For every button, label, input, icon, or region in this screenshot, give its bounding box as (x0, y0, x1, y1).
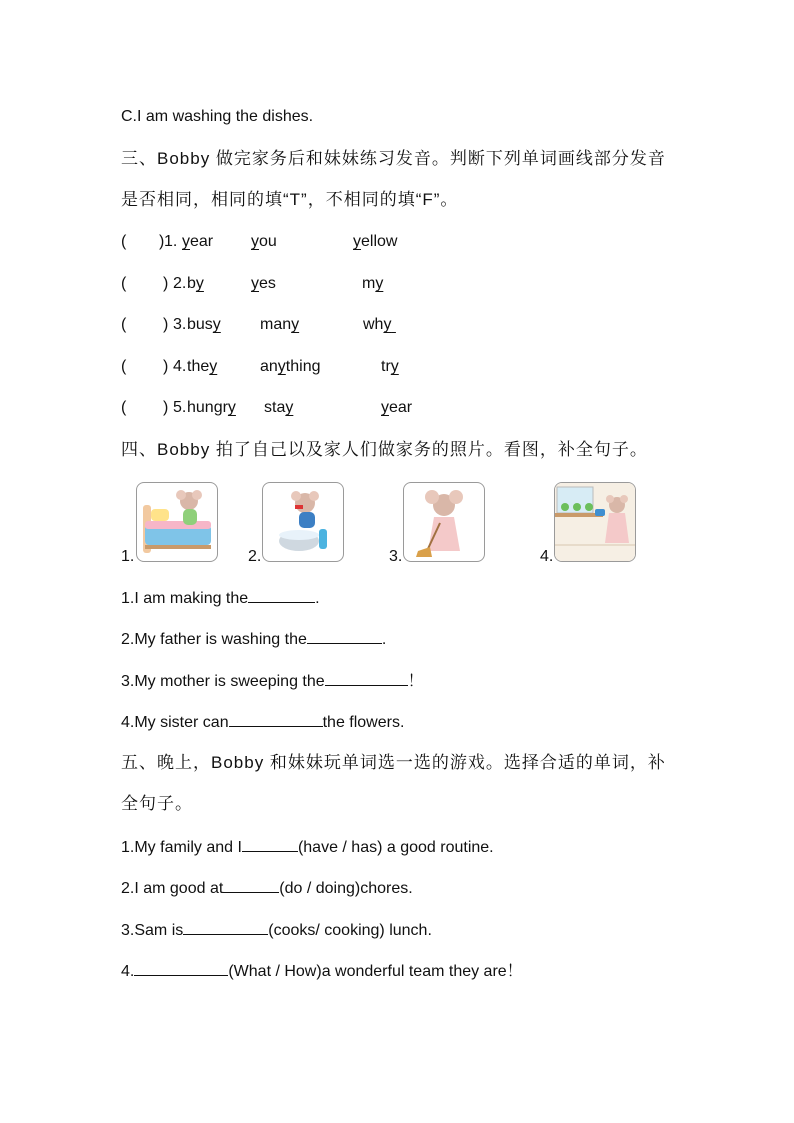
answer-blank[interactable] (183, 918, 268, 935)
section5-title-cont: 全句子。 (121, 794, 193, 813)
word-3: try (381, 358, 399, 375)
mouse-washing-dishes-icon (262, 482, 344, 562)
picture-label: 3. (389, 548, 403, 565)
word-1: hungry (187, 399, 236, 416)
answer-bracket-open: ( (121, 399, 127, 416)
word-3: why (363, 316, 392, 333)
answer-blank[interactable] (325, 669, 408, 686)
word-1: they (187, 358, 218, 375)
answer-bracket-open: ( (121, 358, 127, 375)
word-1: busy (187, 316, 221, 333)
word-1: year (182, 233, 214, 250)
section5-title: 五、晚上，Bobby 和妹妹玩单词选一选的游戏。选择合适的单词，补 (121, 753, 666, 772)
s5-sentence-4: 4. (What / How)a wonderful team they are！ (121, 959, 523, 983)
answer-blank[interactable] (223, 876, 279, 893)
question-number: 3. (173, 316, 187, 333)
word-3: yellow (353, 233, 398, 250)
answer-blank[interactable] (134, 959, 228, 976)
picture-label: 2. (248, 548, 262, 565)
word-3: my (362, 275, 384, 292)
word-3: year (381, 399, 413, 416)
answer-bracket-close: ) (163, 358, 169, 375)
word-2: yes (251, 275, 276, 292)
question-number: 1. (164, 233, 178, 250)
answer-blank[interactable] (248, 586, 315, 603)
mouse-making-bed-icon (136, 482, 218, 562)
s4-sentence-4: 4.My sister can the flowers. (121, 710, 404, 734)
answer-blank[interactable] (242, 835, 298, 852)
mouse-watering-flowers-icon (554, 482, 636, 562)
answer-bracket-open: ( (121, 316, 127, 333)
question-number: 4. (173, 358, 187, 375)
s4-sentence-1: 1.I am making the . (121, 586, 320, 610)
section3-title: 三、Bobby 做完家务后和妹妹练习发音。判断下列单词画线部分发音 (121, 149, 666, 168)
answer-bracket-open: ( (121, 275, 127, 292)
answer-blank[interactable] (229, 710, 323, 727)
s4-sentence-2: 2.My father is washing the . (121, 627, 386, 651)
picture-label: 4. (540, 548, 554, 565)
picture-label: 1. (121, 548, 135, 565)
answer-bracket-close: ) (163, 275, 169, 292)
answer-blank[interactable] (307, 627, 382, 644)
question-number: 5. (173, 399, 187, 416)
section3-title-cont: 是否相同，相同的填“T”，不相同的填“F”。 (121, 190, 459, 209)
word-1: by (187, 275, 204, 292)
word-2: stay (264, 399, 294, 416)
word-2: you (251, 233, 277, 250)
question-number: 2. (173, 275, 187, 292)
s4-sentence-3: 3.My mother is sweeping the ！ (121, 669, 424, 693)
answer-bracket-close: ) (163, 399, 169, 416)
section4-title: 四、Bobby 拍了自己以及家人们做家务的照片。看图，补全句子。 (121, 440, 648, 459)
mouse-sweeping-floor-icon (403, 482, 485, 562)
answer-bracket-open: ( (121, 233, 127, 250)
option-c: C.I am washing the dishes. (121, 108, 314, 125)
word-2: anything (260, 358, 321, 375)
answer-bracket-close: ) (163, 316, 169, 333)
s5-sentence-3: 3.Sam is (cooks/ cooking) lunch. (121, 918, 432, 942)
s5-sentence-2: 2.I am good at (do / doing)chores. (121, 876, 413, 900)
answer-bracket-close: ) (159, 233, 165, 250)
s5-sentence-1: 1.My family and I (have / has) a good routine. (121, 835, 494, 859)
word-2: many (260, 316, 300, 333)
